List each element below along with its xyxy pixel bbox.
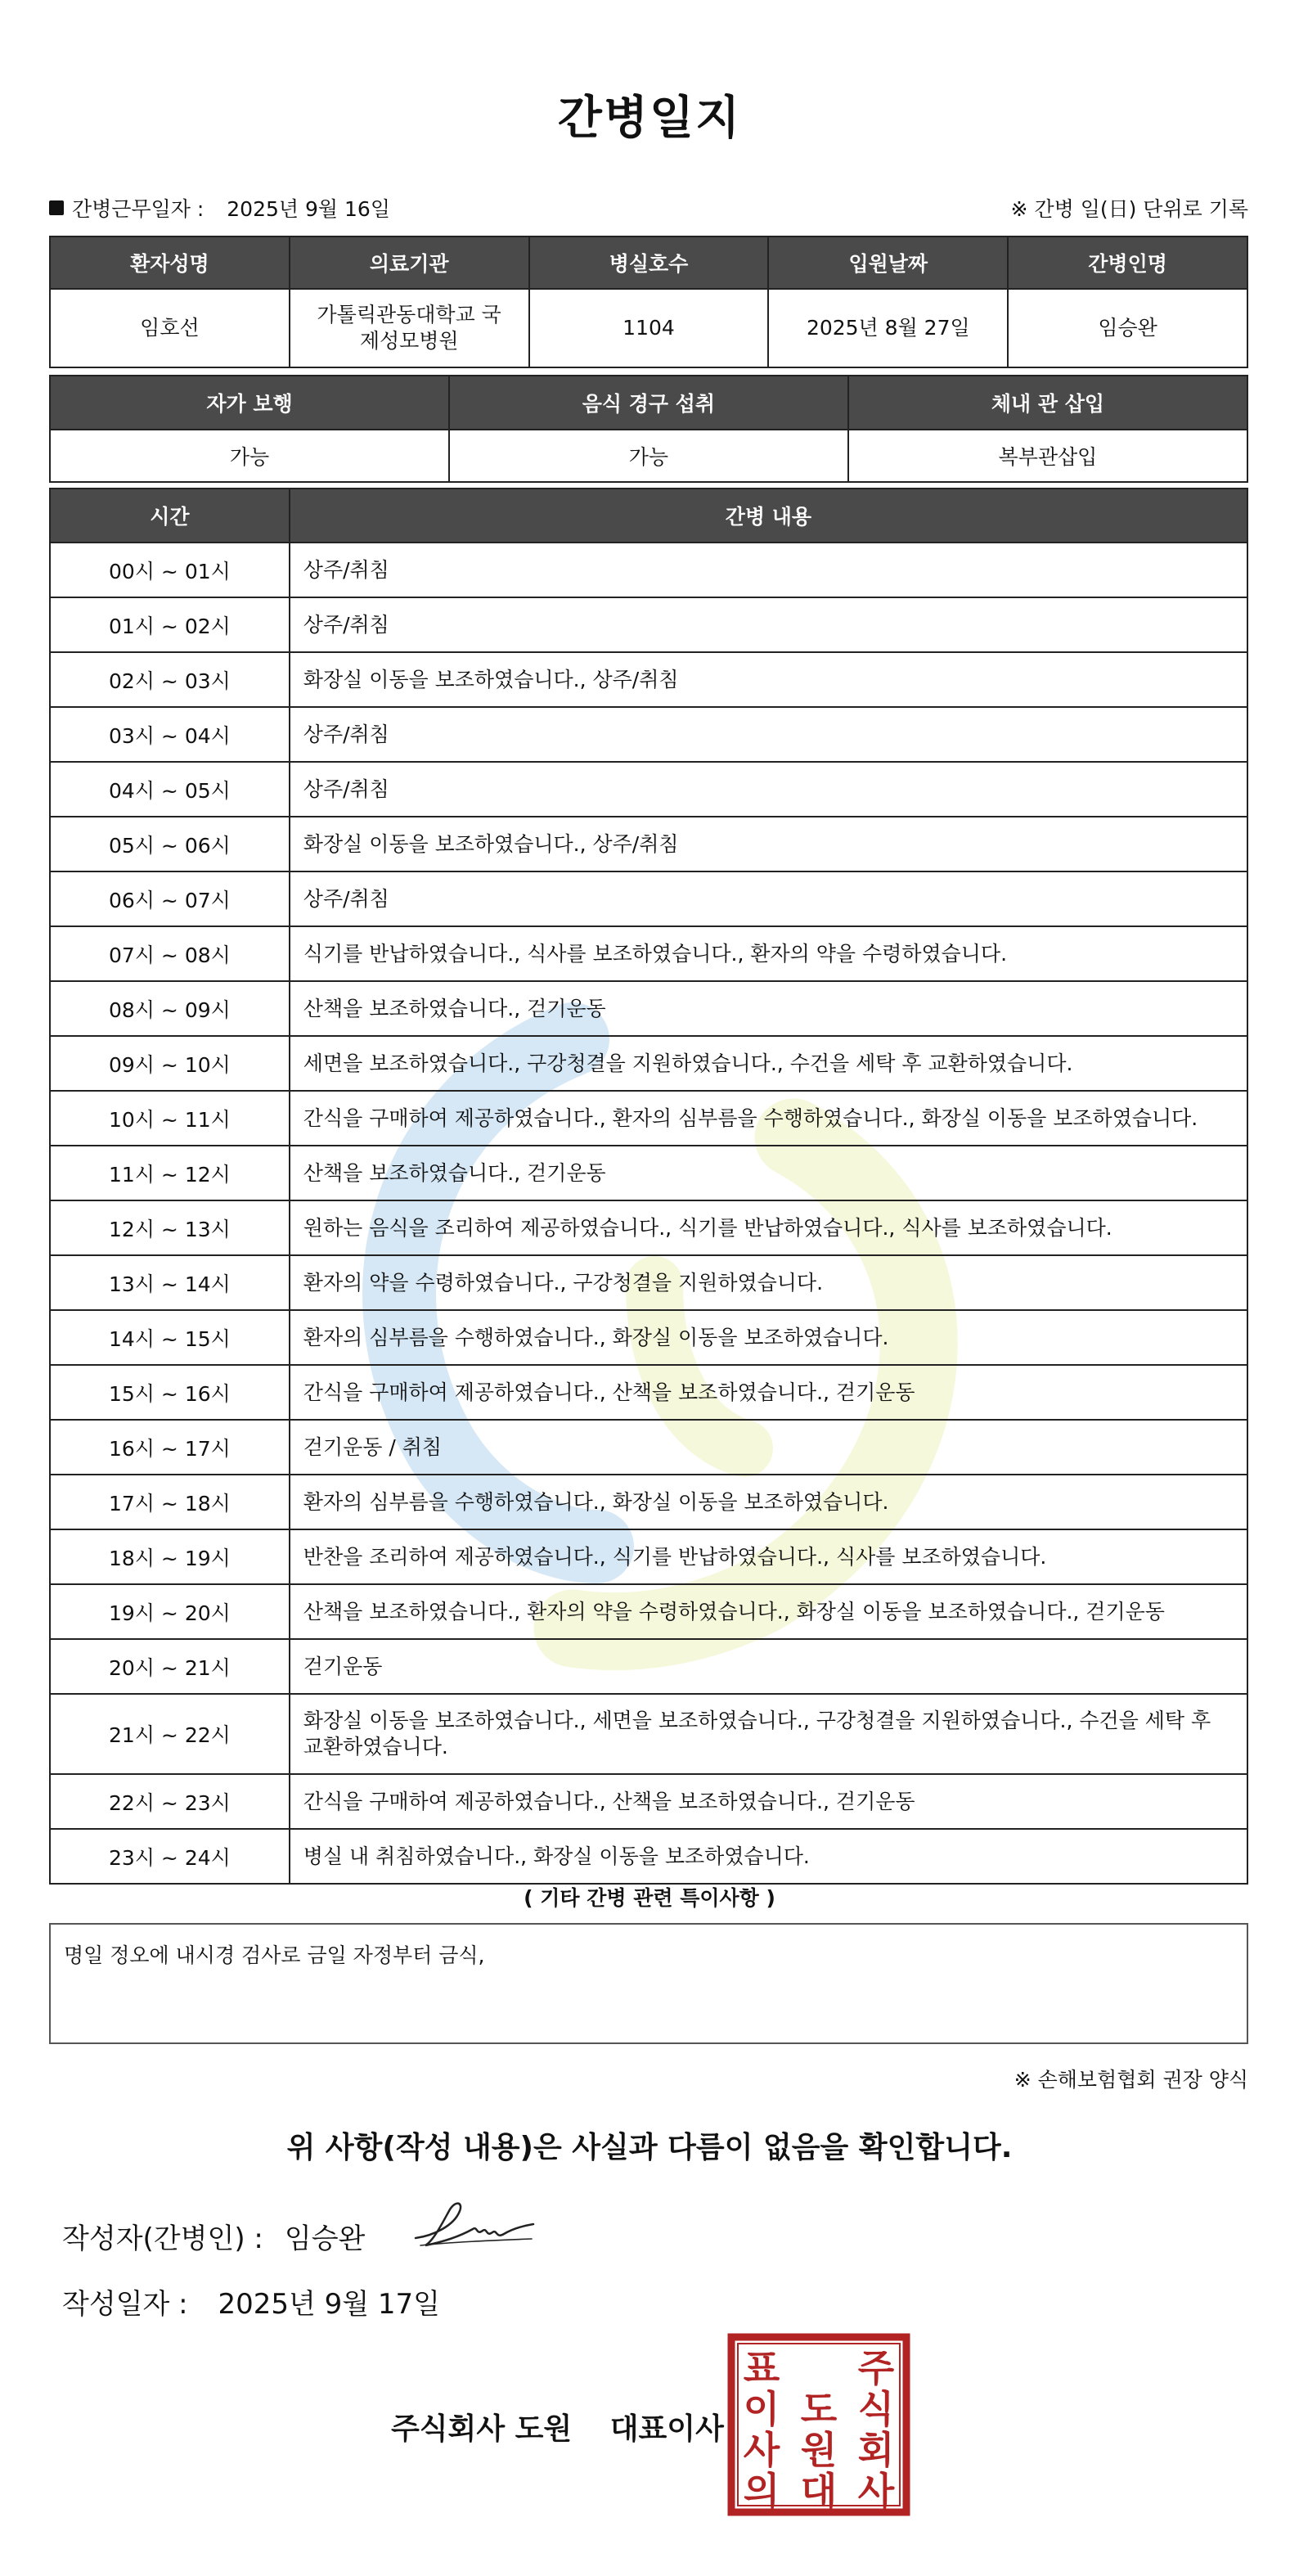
log-time: 21시 ~ 22시 [50, 1694, 290, 1774]
table-row [50, 597, 1247, 652]
header-time: 시간 [50, 489, 290, 543]
log-time: 07시 ~ 08시 [50, 926, 290, 981]
log-time: 15시 ~ 16시 [50, 1365, 290, 1420]
table-row [50, 817, 1247, 871]
log-time: 16시 ~ 17시 [50, 1420, 290, 1475]
log-content: 간식을 구매하여 제공하였습니다., 산책을 보조하였습니다., 걷기운동 [290, 1365, 1247, 1420]
log-content: 병실 내 취침하였습니다., 화장실 이동을 보조하였습니다. [290, 1829, 1247, 1884]
log-content: 산책을 보조하였습니다., 환자의 약을 수령하였습니다., 화장실 이동을 보조하였습니다., 걷기운동 [290, 1584, 1247, 1639]
table-row [50, 1529, 1247, 1584]
table-row [50, 707, 1247, 762]
seal-glyph: 식 [857, 2387, 895, 2431]
log-time: 19시 ~ 20시 [50, 1584, 290, 1639]
log-content: 화장실 이동을 보조하였습니다., 세면을 보조하였습니다., 구강청결을 지원하였습니다., 수건을 세탁 후 교환하였습니다. [290, 1694, 1247, 1774]
table-row [50, 1475, 1247, 1529]
seal-glyph: 의 [743, 2469, 780, 2513]
log-time: 06시 ~ 07시 [50, 871, 290, 926]
association-form-note: ※ 손해보험협회 권장 양식 [1014, 2068, 1248, 2092]
seal-glyph: 이 [743, 2387, 780, 2431]
hospital-name: 가톨릭관동대학교 국제성모병원 [317, 303, 501, 353]
seal-glyph: 도 [800, 2387, 838, 2431]
table-row [50, 652, 1247, 707]
log-content: 식기를 반납하였습니다., 식사를 보조하였습니다., 환자의 약을 수령하였습니다. [290, 926, 1247, 981]
written-date-label: 작성일자 : [62, 2288, 188, 2321]
log-content: 산책을 보조하였습니다., 걷기운동 [290, 1146, 1247, 1200]
hospital [290, 289, 529, 367]
log-content: 상주/취침 [290, 597, 1247, 652]
log-content: 간식을 구매하여 제공하였습니다., 환자의 심부름을 수행하였습니다., 화장실 이동을 보조하였습니다. [290, 1091, 1247, 1146]
notes-box [49, 1923, 1248, 2044]
log-time: 08시 ~ 09시 [50, 981, 290, 1036]
company-representative: 대표이사 [609, 2412, 724, 2446]
work-date [49, 193, 390, 223]
table-row [50, 1036, 1247, 1091]
log-content: 걷기운동 / 취침 [290, 1420, 1247, 1475]
square-bullet-icon [49, 200, 64, 215]
seal-glyph: 표 [743, 2346, 780, 2390]
oral-intake-status: 가능 [449, 430, 848, 482]
header-patient-name: 환자성명 [50, 236, 290, 289]
log-time: 10시 ~ 11시 [50, 1091, 290, 1146]
notes-title: ( 기타 간병 관련 특이사항 ) [524, 1886, 775, 1910]
log-time: 14시 ~ 15시 [50, 1310, 290, 1365]
table-row [50, 1255, 1247, 1310]
table-row [50, 1200, 1247, 1255]
table-row [50, 981, 1247, 1036]
table-row [50, 1639, 1247, 1694]
work-date-value: 2025년 9월 16일 [227, 197, 390, 221]
table-row [50, 1365, 1247, 1420]
log-time: 09시 ~ 10시 [50, 1036, 290, 1091]
patient-status-values [50, 430, 1247, 482]
log-content: 반찬을 조리하여 제공하였습니다., 식기를 반납하였습니다., 식사를 보조하였습니다. [290, 1529, 1247, 1584]
seal-glyph: 주 [857, 2346, 895, 2390]
log-content: 환자의 심부름을 수행하였습니다., 화장실 이동을 보조하였습니다. [290, 1475, 1247, 1529]
tube-insertion-status: 복부관삽입 [848, 430, 1247, 482]
log-time: 17시 ~ 18시 [50, 1475, 290, 1529]
header-walking: 자가 보행 [50, 376, 449, 430]
log-content: 화장실 이동을 보조하였습니다., 상주/취침 [290, 817, 1247, 871]
company-name: 주식회사 도원 [391, 2412, 573, 2446]
log-time: 01시 ~ 02시 [50, 597, 290, 652]
log-content: 상주/취침 [290, 762, 1247, 817]
header-room-number: 병실호수 [529, 236, 769, 289]
written-date-line [62, 2281, 440, 2322]
record-unit-note: ※ 간병 일(日) 단위로 기록 [1010, 197, 1248, 221]
table-row [50, 1146, 1247, 1200]
care-log-header [50, 489, 1247, 543]
admission-date: 2025년 8월 27일 [768, 289, 1008, 367]
log-time: 22시 ~ 23시 [50, 1774, 290, 1829]
caregiver-name: 임승완 [1008, 289, 1247, 367]
log-time: 04시 ~ 05시 [50, 762, 290, 817]
table-row [50, 543, 1247, 597]
log-time: 05시 ~ 06시 [50, 817, 290, 871]
table-row [50, 1694, 1247, 1774]
patient-status-table [49, 375, 1248, 483]
log-time: 11시 ~ 12시 [50, 1146, 290, 1200]
log-content: 상주/취침 [290, 707, 1247, 762]
log-content: 환자의 심부름을 수행하였습니다., 화장실 이동을 보조하였습니다. [290, 1310, 1247, 1365]
header-admission-date: 입원날짜 [768, 236, 1008, 289]
table-row [50, 1829, 1247, 1884]
log-time: 12시 ~ 13시 [50, 1200, 290, 1255]
care-log-rows [50, 543, 1247, 1884]
seal-glyph: 대 [800, 2469, 838, 2513]
patient-name: 임호선 [50, 289, 290, 367]
table-row [50, 871, 1247, 926]
writer-name: 임승완 [284, 2222, 366, 2255]
notes-text: 명일 정오에 내시경 검사로 금일 자정부터 금식, [64, 1943, 485, 1967]
company-line [391, 2406, 724, 2448]
table-row [50, 1310, 1247, 1365]
log-time: 20시 ~ 21시 [50, 1639, 290, 1694]
seal-glyph: 회 [857, 2428, 895, 2472]
log-content: 화장실 이동을 보조하였습니다., 상주/취침 [290, 652, 1247, 707]
header-hospital: 의료기관 [290, 236, 529, 289]
log-content: 산책을 보조하였습니다., 걷기운동 [290, 981, 1247, 1036]
page-title: 간병일지 [557, 92, 742, 145]
seal-glyph: 사 [743, 2428, 780, 2472]
seal-glyph: 원 [800, 2428, 838, 2472]
header-oral-intake: 음식 경구 섭취 [449, 376, 848, 430]
walking-status: 가능 [50, 430, 449, 482]
table-row [50, 1420, 1247, 1475]
writer-line [62, 2216, 365, 2256]
log-time: 02시 ~ 03시 [50, 652, 290, 707]
log-content: 세면을 보조하였습니다., 구강청결을 지원하였습니다., 수건을 세탁 후 교환하였습니다. [290, 1036, 1247, 1091]
log-time: 03시 ~ 04시 [50, 707, 290, 762]
log-content: 상주/취침 [290, 871, 1247, 926]
header-care-content: 간병 내용 [290, 489, 1247, 543]
log-content: 원하는 음식을 조리하여 제공하였습니다., 식기를 반납하였습니다., 식사를 보조하였습니다. [290, 1200, 1247, 1255]
log-time: 00시 ~ 01시 [50, 543, 290, 597]
table-row [50, 1774, 1247, 1829]
log-content: 상주/취침 [290, 543, 1247, 597]
log-time: 18시 ~ 19시 [50, 1529, 290, 1584]
header-tube-insertion: 체내 관 삽입 [848, 376, 1247, 430]
handwritten-signature [409, 2193, 540, 2259]
meta-row [49, 193, 1248, 223]
patient-info-table [49, 236, 1248, 368]
patient-status-header [50, 376, 1247, 430]
log-content: 환자의 약을 수령하였습니다., 구강청결을 지원하였습니다. [290, 1255, 1247, 1310]
header-caregiver-name: 간병인명 [1008, 236, 1247, 289]
seal-glyph: 사 [857, 2469, 895, 2513]
care-log-table [49, 488, 1248, 1885]
company-seal-icon [726, 2332, 911, 2517]
patient-info-header [50, 236, 1247, 289]
table-row [50, 926, 1247, 981]
table-row [50, 1584, 1247, 1639]
log-content: 간식을 구매하여 제공하였습니다., 산책을 보조하였습니다., 걷기운동 [290, 1774, 1247, 1829]
confirmation-statement: 위 사항(작성 내용)은 사실과 다름이 없음을 확인합니다. [286, 2131, 1013, 2164]
table-row [50, 1091, 1247, 1146]
log-time: 13시 ~ 14시 [50, 1255, 290, 1310]
log-content: 걷기운동 [290, 1639, 1247, 1694]
log-time: 23시 ~ 24시 [50, 1829, 290, 1884]
patient-info-values [50, 289, 1247, 367]
writer-label: 작성자(간병인) : [62, 2222, 263, 2255]
table-row [50, 762, 1247, 817]
work-date-label: 간병근무일자 : [72, 197, 205, 221]
room-number: 1104 [529, 289, 769, 367]
written-date-value: 2025년 9월 17일 [218, 2288, 441, 2321]
